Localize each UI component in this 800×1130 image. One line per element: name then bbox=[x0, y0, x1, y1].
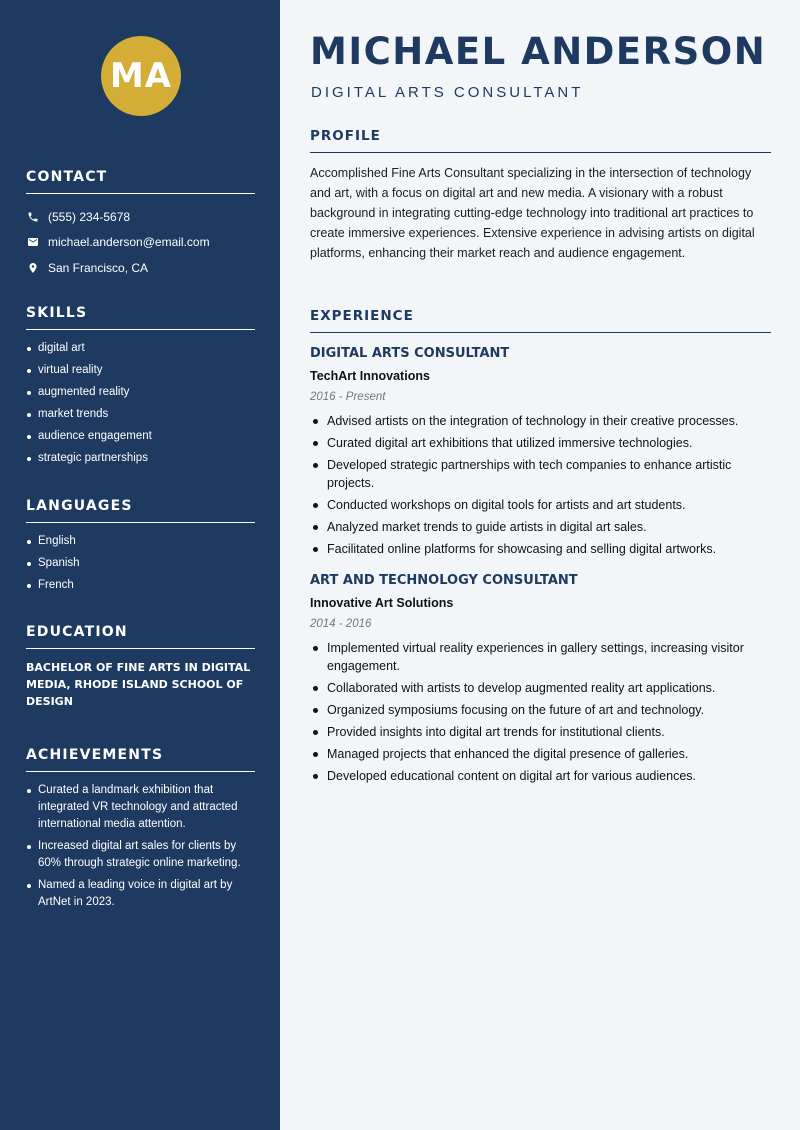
achievement-item: Curated a landmark exhibition that integrated VR technology and attracted international media attention. bbox=[26, 782, 255, 833]
achievements-list bbox=[26, 782, 255, 911]
job-bullet: Curated digital art exhibitions that utilized immersive technologies. bbox=[310, 434, 771, 452]
job-bullet: Managed projects that enhanced the digital presence of galleries. bbox=[310, 745, 771, 763]
contact-phone-text: (555) 234-5678 bbox=[48, 209, 131, 224]
language-item: English bbox=[26, 533, 255, 550]
job-title: DIGITAL ARTS CONSULTANT bbox=[310, 346, 510, 361]
languages-heading: LANGUAGES bbox=[26, 498, 255, 523]
skill-item: market trends bbox=[26, 406, 255, 423]
job-bullet: Conducted workshops on digital tools for artists and art students. bbox=[310, 496, 771, 514]
job-bullet: Collaborated with artists to develop augmented reality art applications. bbox=[310, 679, 771, 697]
contact-phone bbox=[26, 204, 255, 230]
profile-section bbox=[310, 128, 771, 263]
job-bullet: Implemented virtual reality experiences in gallery settings, increasing visitor engagement. bbox=[310, 639, 771, 675]
profile-heading: PROFILE bbox=[310, 128, 771, 153]
languages-list bbox=[26, 533, 255, 594]
skills-heading: SKILLS bbox=[26, 305, 255, 330]
skill-item: augmented reality bbox=[26, 384, 255, 401]
skill-item: digital art bbox=[26, 340, 255, 357]
phone-icon bbox=[26, 210, 39, 223]
profile-text: Accomplished Fine Arts Consultant specializing in the intersection of technology and art, with a focus on digital art and new media. A visionary with a robust background in integrating cutting-edge technology into traditional art practices to create immersive experiences. Extensive experience in advising artists on digital platforms, enhancing their market reach and audience engagement. bbox=[310, 166, 755, 260]
job-bullet: Analyzed market trends to guide artists in digital art sales. bbox=[310, 518, 771, 536]
job-bullet: Developed educational content on digital art for various audiences. bbox=[310, 767, 771, 785]
job-company: TechArt Innovations bbox=[310, 369, 430, 383]
location-pin-icon bbox=[26, 261, 39, 274]
achievements-section bbox=[26, 747, 255, 916]
contact-email-text: michael.anderson@email.com bbox=[48, 235, 210, 250]
job-entry bbox=[310, 572, 771, 785]
skills-section bbox=[26, 305, 255, 472]
job-bullet: Provided insights into digital art trends for institutional clients. bbox=[310, 723, 771, 741]
skill-item: strategic partnerships bbox=[26, 450, 255, 467]
achievement-item: Named a leading voice in digital art by ArtNet in 2023. bbox=[26, 877, 255, 911]
job-company: Innovative Art Solutions bbox=[310, 596, 454, 610]
main-content bbox=[280, 0, 800, 1130]
job-entry bbox=[310, 345, 771, 558]
language-item: Spanish bbox=[26, 555, 255, 572]
person-title: DIGITAL ARTS CONSULTANT bbox=[311, 84, 584, 101]
skill-item: audience engagement bbox=[26, 428, 255, 445]
contact-email bbox=[26, 230, 255, 256]
experience-section bbox=[310, 308, 771, 789]
sidebar bbox=[0, 0, 280, 1130]
contact-list bbox=[26, 204, 255, 281]
achievement-item: Increased digital art sales for clients by 60% through strategic online marketing. bbox=[26, 838, 255, 872]
education-section bbox=[26, 624, 255, 710]
skills-list bbox=[26, 340, 255, 467]
language-item: French bbox=[26, 577, 255, 594]
job-dates: 2014 - 2016 bbox=[310, 618, 372, 630]
job-bullet: Developed strategic partnerships with tech companies to enhance artistic projects. bbox=[310, 456, 771, 492]
email-icon bbox=[26, 236, 39, 249]
contact-location bbox=[26, 255, 255, 281]
experience-heading: EXPERIENCE bbox=[310, 308, 771, 333]
job-bullet: Advised artists on the integration of technology in their creative processes. bbox=[310, 412, 771, 430]
education-heading: EDUCATION bbox=[26, 624, 255, 649]
job-bullets bbox=[310, 412, 771, 558]
avatar-initials: MA bbox=[101, 36, 181, 116]
skill-item: virtual reality bbox=[26, 362, 255, 379]
job-bullet: Organized symposiums focusing on the future of art and technology. bbox=[310, 701, 771, 719]
job-bullets bbox=[310, 639, 771, 785]
languages-section bbox=[26, 498, 255, 599]
contact-heading: CONTACT bbox=[26, 169, 255, 194]
contact-section bbox=[26, 169, 255, 281]
person-name: MICHAEL ANDERSON bbox=[310, 30, 767, 73]
job-title: ART AND TECHNOLOGY CONSULTANT bbox=[310, 573, 578, 588]
contact-location-text: San Francisco, CA bbox=[48, 260, 149, 275]
achievements-heading: ACHIEVEMENTS bbox=[26, 747, 255, 772]
job-dates: 2016 - Present bbox=[310, 391, 386, 403]
job-bullet: Facilitated online platforms for showcasing and selling digital artworks. bbox=[310, 540, 771, 558]
education-degree: BACHELOR OF FINE ARTS IN DIGITAL MEDIA, RHODE ISLAND SCHOOL OF DESIGN bbox=[26, 661, 251, 708]
